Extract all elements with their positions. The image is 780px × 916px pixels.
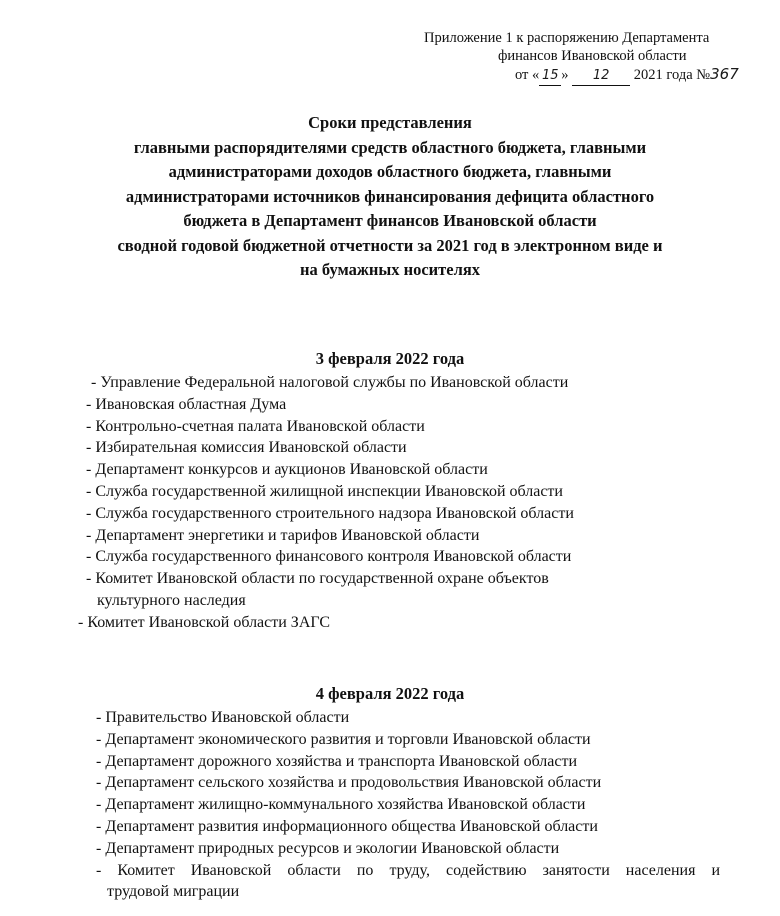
title-line: главными распорядителями средств областного бюджета, главными bbox=[133, 137, 647, 157]
date-mid: » bbox=[561, 67, 569, 83]
appendix-header bbox=[424, 29, 739, 86]
handwritten-day: 15 bbox=[539, 67, 561, 86]
list-item-continuation: трудовой миграции bbox=[107, 883, 240, 901]
list-item: - Служба государственной жилищной инспекции Ивановской области bbox=[86, 482, 563, 500]
list-item: - Комитет Ивановской области по государственной охране объектов bbox=[86, 570, 549, 588]
handwritten-month: 12 bbox=[572, 67, 630, 86]
list-item: - Департамент жилищно-коммунального хозяйства Ивановской области bbox=[96, 796, 586, 814]
appendix-line-2: финансов Ивановской области bbox=[498, 48, 687, 64]
appendix-date-line bbox=[424, 65, 739, 86]
document-title bbox=[0, 111, 780, 283]
appendix-line-1: Приложение 1 к распоряжению Департамента bbox=[424, 30, 710, 46]
title-line: Сроки представления bbox=[308, 113, 472, 132]
year-text: 2021 года № bbox=[633, 67, 711, 83]
list-item: - Контрольно-счетная палата Ивановской области bbox=[86, 417, 425, 435]
list-item: - Департамент дорожного хозяйства и транспорта Ивановской области bbox=[96, 752, 578, 770]
list-item: - Департамент развития информационного общества Ивановской области bbox=[96, 817, 598, 835]
section-list-1 bbox=[78, 372, 736, 634]
list-item-continuation: культурного наследия bbox=[97, 591, 246, 609]
list-item: - Избирательная комиссия Ивановской области bbox=[86, 439, 407, 457]
list-item: - Департамент сельского хозяйства и продовольствия Ивановской области bbox=[96, 774, 602, 792]
list-item: - Департамент экономического развития и торговли Ивановской области bbox=[96, 730, 591, 748]
list-item: - Департамент энергетики и тарифов Ивановской области bbox=[86, 526, 480, 544]
title-line: на бумажных носителях bbox=[299, 260, 481, 279]
list-item: - Управление Федеральной налоговой службы по Ивановской области bbox=[91, 374, 569, 391]
section-date-2: 4 февраля 2022 года bbox=[315, 684, 465, 703]
title-line: администраторами источников финансирования дефицита областного bbox=[125, 186, 655, 206]
list-item: - Департамент конкурсов и аукционов Ивановской области bbox=[86, 461, 488, 479]
title-line: администраторами доходов областного бюджета, главными bbox=[168, 162, 612, 181]
list-item: - Департамент природных ресурсов и экологии Ивановской области bbox=[96, 839, 560, 857]
title-line: бюджета в Департамент финансов Ивановской области bbox=[183, 211, 597, 230]
section-date-1: 3 февраля 2022 года bbox=[315, 349, 465, 368]
handwritten-number: 367 bbox=[710, 65, 739, 83]
list-item: - Служба государственного строительного надзора Ивановской области bbox=[86, 504, 574, 522]
list-item: - Комитет Ивановской области ЗАГС bbox=[78, 613, 331, 631]
title-line: сводной годовой бюджетной отчетности за 2021 год в электронном виде и bbox=[117, 235, 663, 255]
list-item: - Служба государственного финансового контроля Ивановской области bbox=[86, 548, 572, 566]
list-item: - Ивановская областная Дума bbox=[86, 395, 287, 413]
section-list-2 bbox=[96, 707, 746, 903]
list-item: - Комитет Ивановской области по труду, содействию занятости населения и bbox=[96, 861, 720, 879]
date-prefix: от « bbox=[515, 67, 540, 83]
list-item: - Правительство Ивановской области bbox=[96, 709, 350, 726]
